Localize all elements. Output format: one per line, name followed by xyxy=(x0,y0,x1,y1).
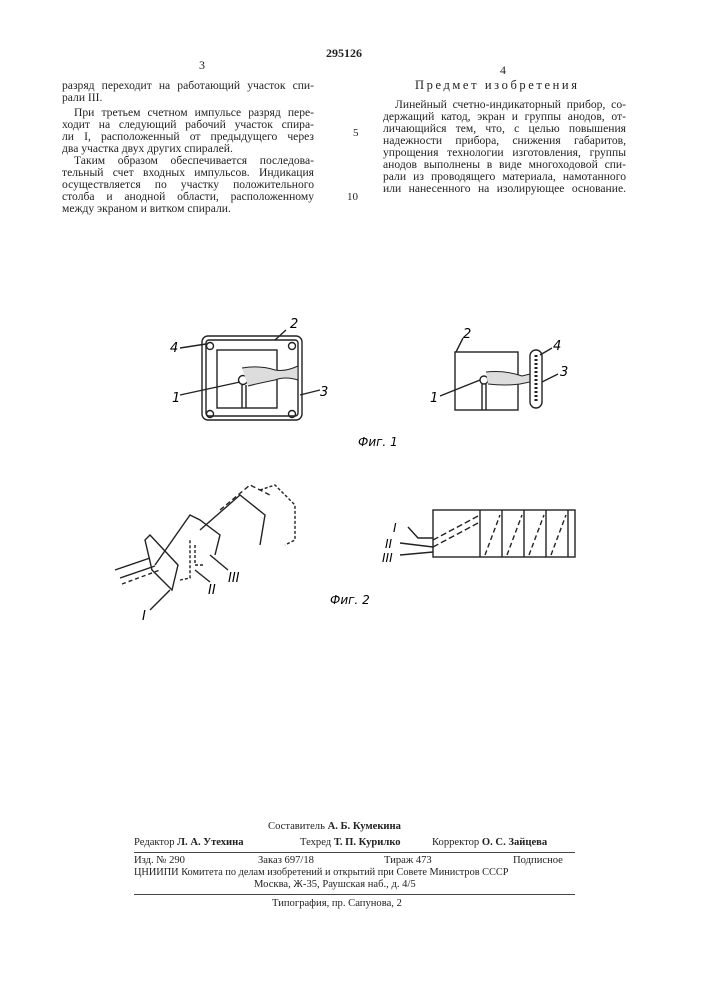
compiler xyxy=(268,821,401,832)
text-line: столба и анодной области, расположенному xyxy=(62,191,314,203)
text-line: рали III. xyxy=(62,92,314,104)
fig1b-label-4: 4 xyxy=(553,339,561,354)
text-line: тельный счет входных импульсов. Индикация xyxy=(62,167,314,179)
fig2b-label-III: III xyxy=(228,571,240,586)
text-line: разряд переходит на работающий участок спи- xyxy=(62,80,314,92)
fig2-label-III: III xyxy=(382,551,393,565)
text-line: рали из проводящего материала, намотанного xyxy=(383,171,626,183)
editor-label: Редактор xyxy=(134,837,175,848)
fig2-label-II: II xyxy=(385,537,393,551)
divider xyxy=(134,894,575,895)
circulation: Тираж 473 xyxy=(384,855,432,866)
text-line: надежности прибора, снижения габаритов, xyxy=(383,135,626,147)
line-number-5: 5 xyxy=(353,127,359,139)
fig2b-label-I: I xyxy=(142,609,146,620)
compiler-label: Составитель xyxy=(268,821,325,832)
figure-2 xyxy=(100,470,600,620)
text-line: ли I, расположенный от предыдущего через xyxy=(62,131,314,143)
fig1b-label-1: 1 xyxy=(430,391,438,406)
text-line: или нанесенного на изолирующее основание. xyxy=(383,183,626,195)
fig1-caption: Фиг. 1 xyxy=(358,435,398,449)
fig1-label-2: 2 xyxy=(290,317,298,332)
figure-1 xyxy=(160,310,580,460)
fig1-label-4: 4 xyxy=(170,341,178,356)
text-line: При третьем счетном импульсе разряд пере- xyxy=(62,107,314,119)
techred xyxy=(300,837,401,848)
line-number-10: 10 xyxy=(347,191,358,203)
text-line: упрощения технологии изготовления, группы xyxy=(383,147,626,159)
subscription: Подписное xyxy=(513,855,563,866)
fig1-label-3: 3 xyxy=(320,385,328,400)
text-line: личающийся тем, что, с целью повышения xyxy=(383,123,626,135)
fig1b-label-3: 3 xyxy=(560,365,568,380)
section-heading: Предмет изобретения xyxy=(415,78,580,93)
editor xyxy=(134,837,244,848)
organization: ЦНИИПИ Комитета по делам изобретений и открытий при Совете Министров СССР xyxy=(134,867,509,878)
page-number-right: 4 xyxy=(500,63,506,78)
text-line: держащий катод, экран и группы анодов, от- xyxy=(383,111,626,123)
text-line: анодов выполнены в виде многоходовой спи- xyxy=(383,159,626,171)
techred-name: Т. П. Курилко xyxy=(334,837,401,848)
fig2-label-I: I xyxy=(393,521,397,535)
fig1b-label-2: 2 xyxy=(463,327,471,342)
fig2b-label-II: II xyxy=(208,583,216,598)
text-line: два участка двух других спиралей. xyxy=(62,143,314,155)
patent-number: 295126 xyxy=(326,46,362,61)
order-number: Заказ 697/18 xyxy=(258,855,314,866)
text-line: осуществляется по участку положительного xyxy=(62,179,314,191)
page-number-left: 3 xyxy=(199,58,205,73)
izd-number: Изд. № 290 xyxy=(134,855,185,866)
techred-label: Техред xyxy=(300,837,331,848)
corrector-name: О. С. Зайцева xyxy=(482,837,547,848)
corrector-label: Корректор xyxy=(432,837,479,848)
corrector xyxy=(432,837,547,848)
editor-name: Л. А. Утехина xyxy=(177,837,243,848)
text-line: между экраном и витком спирали. xyxy=(62,203,314,215)
text-line: Линейный счетно-индикаторный прибор, со- xyxy=(383,99,626,111)
address: Москва, Ж-35, Раушская наб., д. 4/5 xyxy=(254,879,416,890)
text-line: Таким образом обеспечивается последова- xyxy=(62,155,314,167)
printer: Типография, пр. Сапунова, 2 xyxy=(272,898,402,909)
text-line: ходит на следующий рабочий участок спира- xyxy=(62,119,314,131)
compiler-name: А. Б. Кумекина xyxy=(328,821,401,832)
divider xyxy=(134,852,575,853)
fig1-label-1: 1 xyxy=(172,391,180,406)
fig2-caption: Фиг. 2 xyxy=(330,593,370,607)
